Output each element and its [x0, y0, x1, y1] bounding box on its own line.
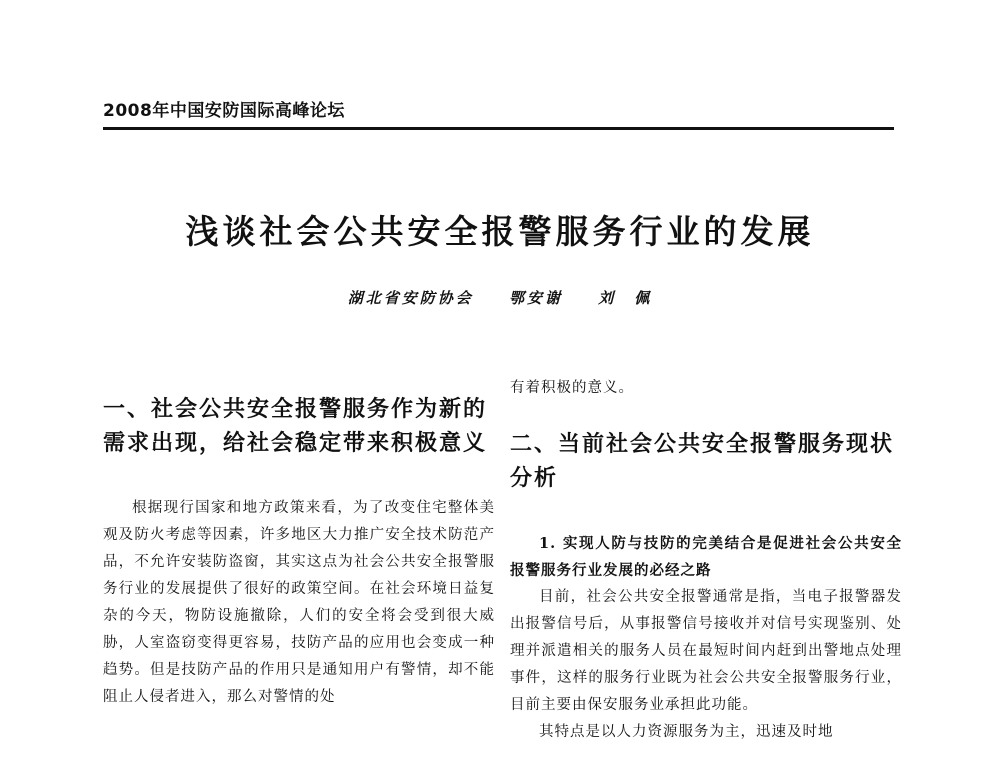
section-heading-2: 二、当前社会公共安全报警服务现状分析: [510, 432, 895, 491]
left-column: [103, 393, 495, 711]
author-name-2: 刘 佩: [598, 289, 653, 307]
subsection-heading: 1. 实现人防与技防的完美结合是促进社会公共安全报警服务行业发展的必经之路: [510, 535, 902, 579]
header-rule: [103, 127, 894, 130]
section-heading-1: 一、社会公共安全报警服务作为新的需求出现，给社会稳定带来积极意义: [103, 397, 488, 456]
right-column: [510, 375, 902, 746]
continued-text: 有着积极的意义。: [510, 380, 634, 396]
byline: [0, 287, 1000, 308]
running-head: 2008年中国安防国际高峰论坛: [103, 101, 345, 121]
author-organization: 湖北省安防协会: [347, 289, 474, 307]
author-name-1: 鄂安谢: [508, 289, 563, 307]
article-title: 浅谈社会公共安全报警服务行业的发展: [185, 212, 815, 251]
body-paragraph: 其特点是以人力资源服务为主，迅速及时地: [539, 724, 834, 740]
body-paragraph: 目前，社会公共安全报警通常是指，当电子报警器发出报警信号后，从事报警信号接收并对信号实现鉴别、处理并派遣相关的服务人员在最短时间内赶到出警地点处理事件，这样的服务行业既为社会公共安全报警服务行业，目前主要由保安服务业承担此功能。: [510, 589, 902, 713]
body-paragraph: 根据现行国家和地方政策来看，为了改变住宅整体美观及防火考虑等因素，许多地区大力推广安全技术防范产品，不允许安装防盗窗，其实这点为社会公共安全报警服务行业的发展提供了很好的政策空间。在社会环境日益复杂的今天，物防设施撤除，人们的安全将会受到很大威胁，人室盗窃变得更容易，技防产品的应用也会变成一种趋势。但是技防产品的作用只是通知用户有警情，却不能阻止人侵者进入，那么对警情的处: [103, 500, 495, 705]
